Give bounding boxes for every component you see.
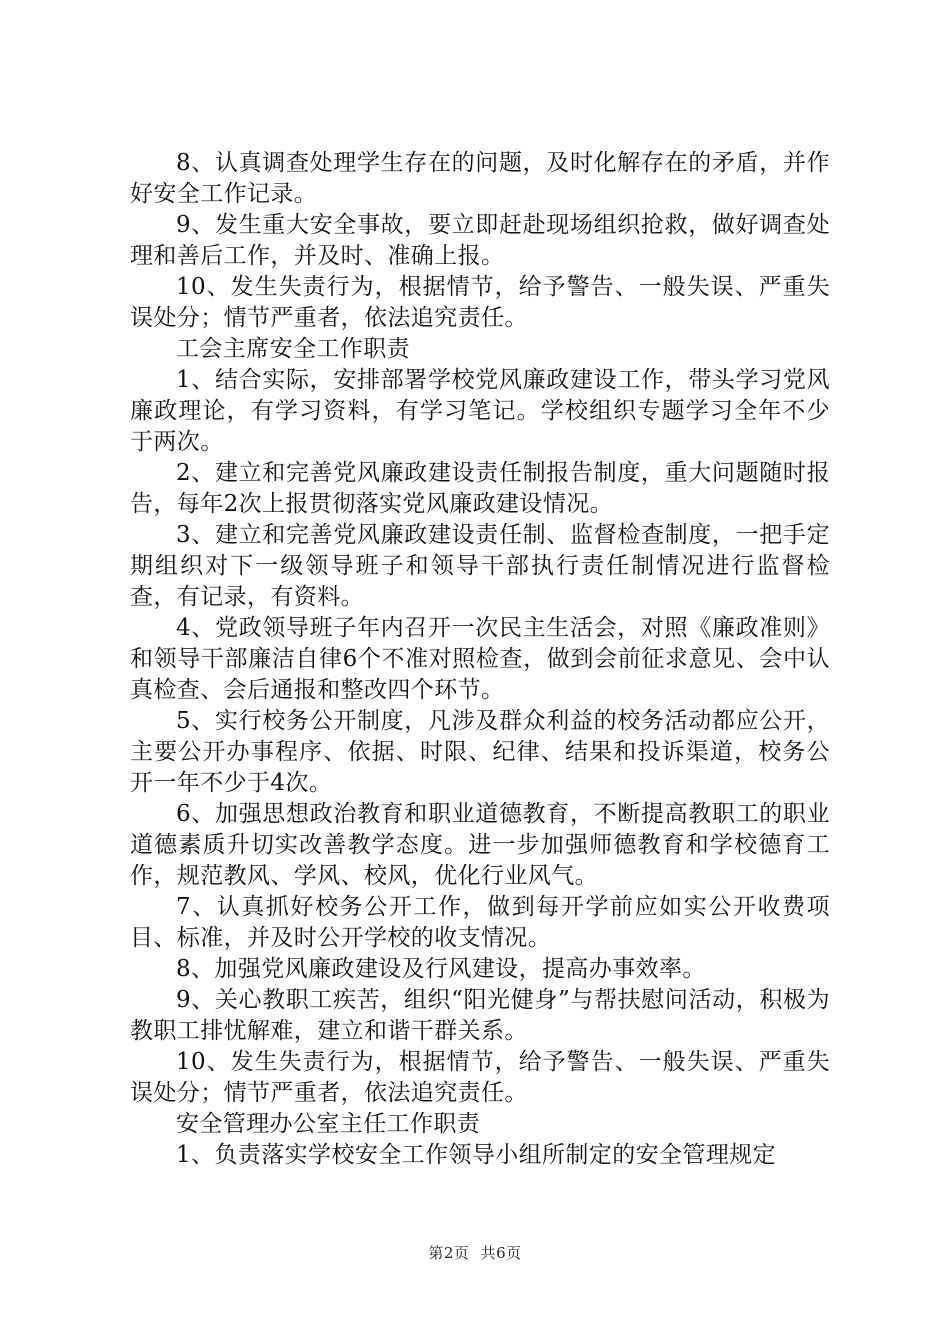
paragraph: 3、建立和完善党风廉政建设责任制、监督检查制度，一把手定期组织对下一级领导班子和领导干部执行责任制情况进行监督检查，有记录，有资料。 — [130, 522, 830, 610]
section-heading: 工会主席安全工作职责 — [176, 336, 410, 362]
paragraph: 10、发生失责行为，根据情节，给予警告、一般失误、严重失误处分；情节严重者，依法追究责任。 — [130, 1049, 830, 1106]
paragraph: 7、认真抓好校务公开工作，做到每开学前应如实公开收费项目、标准，并及时公开学校的收支情况。 — [130, 894, 830, 951]
paragraph: 4、党政领导班子年内召开一次民主生活会，对照《廉政准则》和领导干部廉洁自律6个不准对照检查，做到会前征求意见、会中认真检查、会后通报和整改四个环节。 — [130, 615, 830, 703]
paragraph: 8、认真调查处理学生存在的问题，及时化解存在的矛盾，并作好安全工作记录。 — [130, 150, 830, 207]
page-number: 第2页 — [428, 1244, 470, 1262]
paragraph: 9、关心教职工疾苦，组织“阳光健身”与帮扶慰问活动，积极为教职工排忧解难，建立和谐干群关系。 — [130, 987, 830, 1044]
paragraph: 6、加强思想政治教育和职业道德教育，不断提高教职工的职业道德素质升切实改善教学态度。进一步加强师德教育和学校德育工作，规范教风、学风、校风，优化行业风气。 — [130, 801, 830, 889]
paragraph: 2、建立和完善党风廉政建设责任制报告制度，重大问题随时报告，每年2次上报贯彻落实党风廉政建设情况。 — [130, 460, 830, 517]
paragraph: 1、结合实际，安排部署学校党风廉政建设工作，带头学习党风廉政理论，有学习资料，有学习笔记。学校组织专题学习全年不少于两次。 — [130, 367, 830, 455]
paragraph: 9、发生重大安全事故，要立即赶赴现场组织抢救，做好调查处理和善后工作，并及时、准确上报。 — [130, 212, 830, 269]
paragraph: 10、发生失责行为，根据情节，给予警告、一般失误、严重失误处分；情节严重者，依法追究责任。 — [130, 274, 830, 331]
page-footer — [0, 1242, 950, 1263]
document-body — [130, 148, 830, 1171]
paragraph: 1、负责落实学校安全工作领导小组所制定的安全管理规定 — [176, 1142, 777, 1168]
section-heading: 安全管理办公室主任工作职责 — [176, 1111, 481, 1137]
page-total: 共6页 — [480, 1244, 522, 1262]
paragraph: 8、加强党风廉政建设及行风建设，提高办事效率。 — [176, 956, 706, 982]
paragraph: 5、实行校务公开制度，凡涉及群众利益的校务活动都应公开，主要公开办事程序、依据、时限、纪律、结果和投诉渠道，校务公开一年不少于4次。 — [130, 708, 830, 796]
